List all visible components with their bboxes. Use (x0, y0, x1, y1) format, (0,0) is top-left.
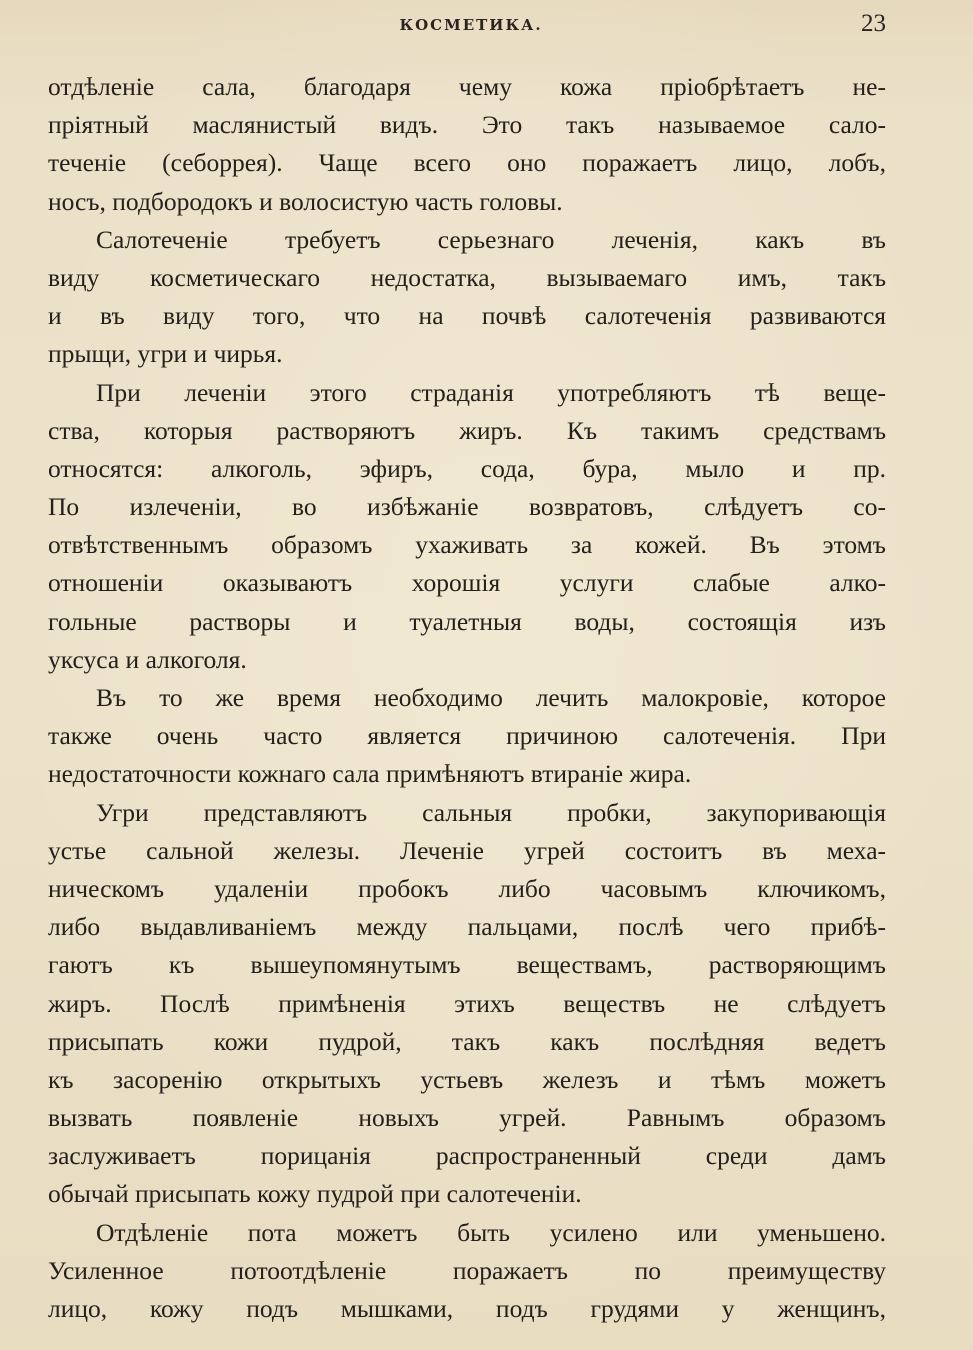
text-line: и въ виду того, что на почвѣ салотеченія развиваются (48, 301, 886, 331)
text-line: отдѣленіе сала, благодаря чему кожа пріобрѣтаетъ не- (48, 72, 886, 101)
text-line: жиръ. Послѣ примѣненія этихъ веществъ не слѣдуетъ (48, 988, 886, 1018)
text-line: гольные растворы и туалетныя воды, состоящія изъ (48, 606, 886, 636)
text-line: обычай присыпать кожу пудрой при салотеченіи. (48, 1179, 582, 1209)
text-line: уксуса и алкоголя. (48, 644, 247, 674)
text-line: теченіе (себоррея). Чаще всего оно поражаетъ лицо, лобъ, (48, 148, 886, 178)
text-line: присыпать кожи пудрой, такъ какъ послѣдняя ведетъ (48, 1026, 886, 1056)
text-line: къ засоренію открытыхъ устьевъ железъ и тѣмъ можетъ (48, 1064, 886, 1094)
running-head: КОСМЕТИКА. (399, 16, 543, 34)
text-line: При леченіи этого страданія употребляютъ тѣ веще- (96, 377, 886, 407)
body-text (48, 68, 886, 1328)
text-line: недостаточности кожнаго сала примѣняютъ втираніе жира. (48, 759, 692, 789)
text-line: ническомъ удаленіи пробокъ либо часовымъ ключикомъ, (48, 873, 886, 903)
paragraph-1 (48, 68, 886, 221)
page-header (48, 6, 886, 42)
paragraph-3 (48, 374, 886, 680)
text-line: прыщи, угри и чирья. (48, 339, 283, 369)
text-line: отвѣтственнымъ образомъ ухаживать за кожей. Въ этомъ (48, 530, 886, 560)
text-line: Усиленное потоотдѣленіе поражаетъ по преимуществу (48, 1255, 886, 1285)
paragraph-4 (48, 679, 886, 794)
text-line: вызвать появленіе новыхъ угрей. Равнымъ образомъ (48, 1103, 886, 1133)
text-line: виду косметическаго недостатка, вызываемаго имъ, такъ (48, 262, 886, 292)
paragraph-5 (48, 794, 886, 1214)
text-line: пріятный маслянистый видъ. Это такъ называемое сало- (48, 110, 886, 140)
text-line: лицо, кожу подъ мышками, подъ грудями у женщинъ, (48, 1294, 886, 1323)
text-line: отношеніи оказываютъ хорошія услуги слабые алко- (48, 568, 886, 598)
paragraph-2 (48, 221, 886, 374)
text-line: Угри представляютъ сальныя пробки, закупоривающія (96, 797, 886, 827)
text-line: заслуживаетъ порицанія распространенный среди дамъ (48, 1141, 886, 1171)
text-line: Салотеченіе требуетъ серьезнаго леченія, какъ въ (96, 224, 886, 254)
text-line: либо выдавливаніемъ между пальцами, послѣ чего прибѣ- (48, 912, 886, 942)
text-line: носъ, подбородокъ и волосистую часть головы. (48, 186, 563, 216)
text-line: относятся: алкоголь, эфиръ, сода, бура, мыло и пр. (48, 453, 886, 483)
text-line: Въ то же время необходимо лечить малокровіе, которое (96, 683, 886, 712)
paragraph-6 (48, 1214, 886, 1329)
text-line: также очень часто является причиною салотеченія. При (48, 721, 886, 751)
page-number: 23 (861, 10, 886, 37)
text-line: По излеченіи, во избѣжаніе возвратовъ, слѣдуетъ со- (48, 492, 886, 522)
text-line: Отдѣленіе пота можетъ быть усилено или уменьшено. (96, 1217, 886, 1247)
text-line: устье сальной железы. Леченіе угрей состоитъ въ меха- (48, 835, 886, 865)
text-line: гаютъ къ вышеупомянутымъ веществамъ, растворяющимъ (48, 950, 886, 980)
text-line: ства, которыя растворяютъ жиръ. Къ такимъ средствамъ (48, 415, 886, 445)
